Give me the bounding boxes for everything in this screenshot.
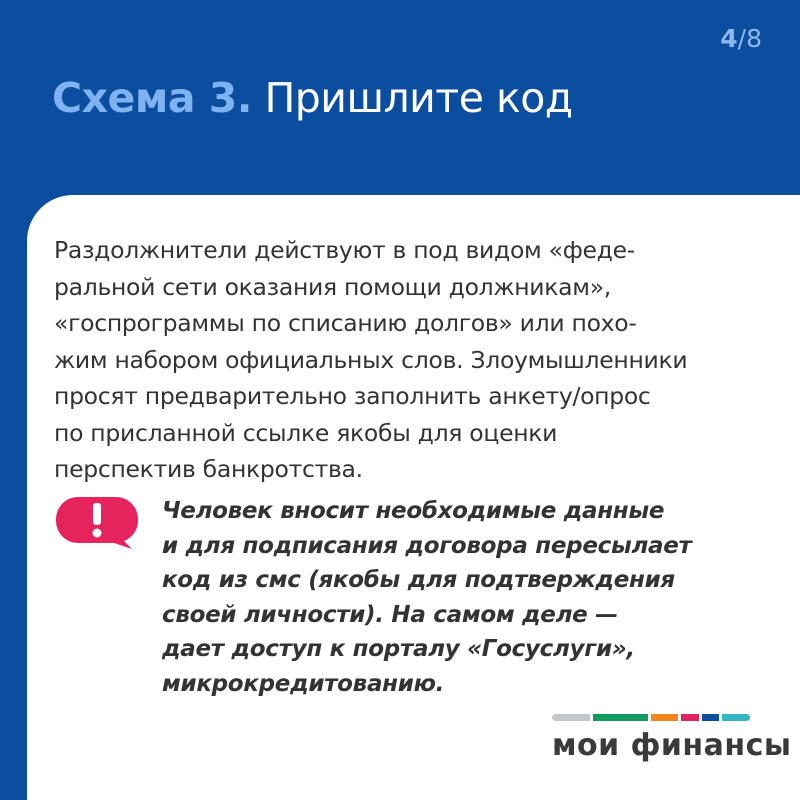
logo-color-bar bbox=[552, 714, 750, 721]
logo-bar-segment bbox=[722, 714, 750, 721]
body-text: Раздолжнители действуют в под видом «феде- ральной сети оказания помощи должникам», «госпрограммы по списанию долгов» или похо- жим набором официальных слов. Злоумышленники просят предварительно заполнить анкету/опрос по присланной ссылке якобы для оценки перспектив банкротства. bbox=[54, 236, 688, 483]
warning-note: Человек вносит необходимые данные и для подписания договора пересылает код из смс (якобы для подтверждения своей личности). На самом деле — дает доступ к порталу «Госуслуги», микрокредитованию. bbox=[162, 498, 692, 697]
exclamation-bubble-icon bbox=[56, 497, 140, 549]
logo-text: мои финансы bbox=[552, 728, 792, 763]
page-counter: 4/8 bbox=[720, 24, 762, 53]
logo-bar-segment bbox=[593, 714, 648, 721]
logo-bar-segment bbox=[651, 714, 678, 721]
logo-bar-segment bbox=[552, 714, 590, 721]
logo-bar-segment bbox=[681, 714, 699, 721]
logo-bar-segment bbox=[702, 714, 719, 721]
slide-title: Схема 3. Пришлите код bbox=[52, 74, 573, 122]
